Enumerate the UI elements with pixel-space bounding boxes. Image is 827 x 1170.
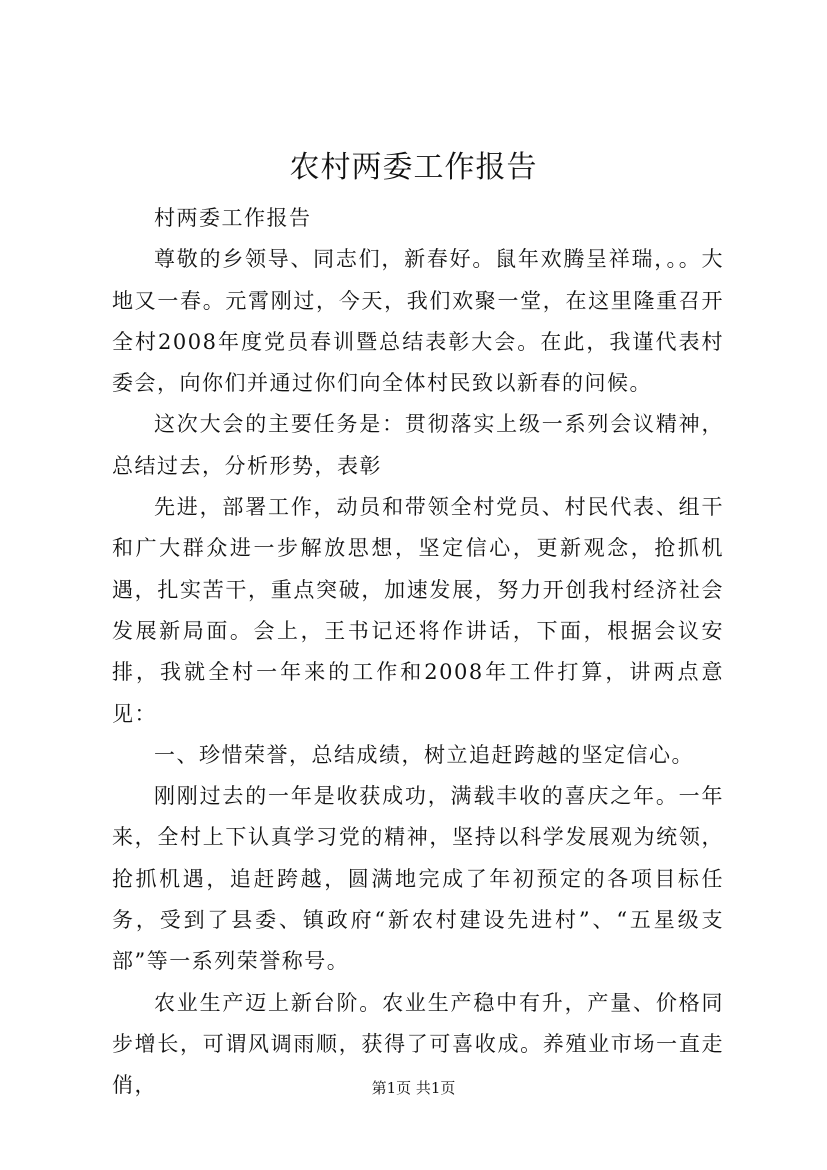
paragraph-subtitle: 村两委工作报告 (154, 206, 312, 230)
page-footer: 第1页 共1页 (371, 1079, 456, 1097)
section-heading-one: 一、珍惜荣誉，总结成绩，树立追赶跨越的坚定信心。 (154, 742, 694, 767)
paragraph-achievements: 刚刚过去的一年是收获成功，满载丰收的喜庆之年。一年来，全村上下认真学习党的精神，坚持以科学发展观为统领，抢抓机遇，追赶跨越，圆满地完成了年初预定的各项目标任务，受到了县委、镇政府“新农村建设先进村”、“五星级支部”等一系列荣誉称号。 (112, 784, 724, 974)
paragraph-greeting: 尊敬的乡领导、同志们，新春好。鼠年欢腾呈祥瑞，。。大地又一春。元霄刚过，今天，我们欢聚一堂，在这里隆重召开全村2008年度党员春训暨总结表彰大会。在此，我谨代表村委会，向你们并通过你们向全体村民致以新春的问候。 (112, 247, 724, 396)
paragraph-agriculture: 农业生产迈上新台阶。农业生产稳中有升，产量、价格同步增长，可谓风调雨顺，获得了可喜收成。养殖业市场一直走俏， (112, 990, 724, 1098)
document-title: 农村两委工作报告 (289, 150, 538, 185)
paragraph-main-task: 这次大会的主要任务是：贯彻落实上级一系列会议精神，总结过去，分析形势，表彰 (112, 412, 724, 478)
paragraph-mobilization: 先进，部署工作，动员和带领全村党员、村民代表、组干和广大群众进一步解放思想，坚定信心，更新观念，抢抓机遇，扎实苦干，重点突破，加速发展，努力开创我村经济社会发展新局面。会上，王书记还将作讲话，下面，根据会议安排，我就全村一年来的工作和2008年工件打算，讲两点意见： (112, 495, 724, 726)
document-body (112, 198, 724, 1107)
